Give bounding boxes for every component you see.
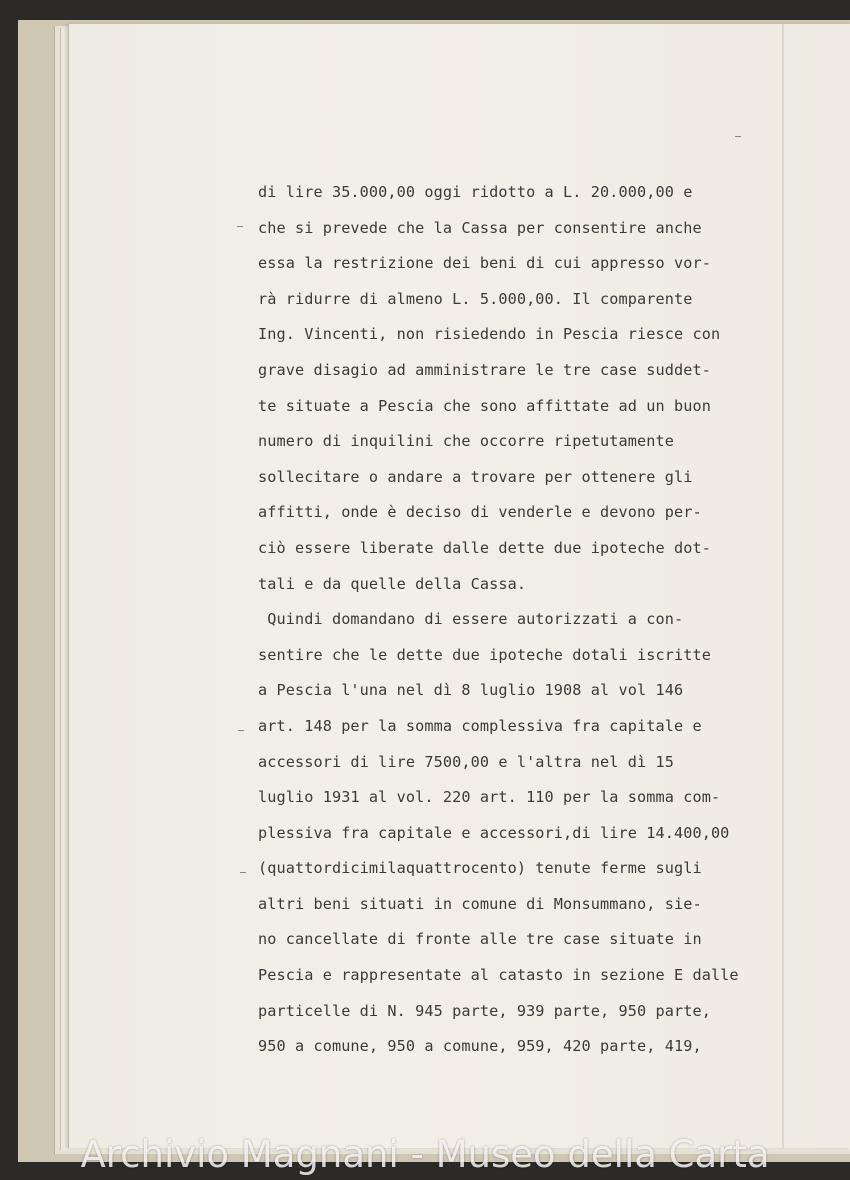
text-line: ciò essere liberate dalle dette due ipoteche dot- [258, 538, 711, 557]
text-line: art. 148 per la somma complessiva fra capitale e [258, 716, 702, 735]
text-line: sollecitare o andare a trovare per ottenere gli [258, 467, 693, 486]
text-line: altri beni situati in comune di Monsummano, sie- [258, 894, 702, 913]
text-line: Pescia e rappresentate al catasto in sezione E dalle [258, 966, 739, 985]
text-line: sentire che le dette due ipoteche dotali iscritte [258, 645, 711, 664]
text-line: 950 a comune, 950 a comune, 959, 420 parte, 419, [258, 1037, 702, 1056]
text-line: luglio 1931 al vol. 220 art. 110 per la somma com- [258, 788, 721, 807]
text-line: di lire 35.000,00 oggi ridotto a L. 20.000,00 e [258, 183, 693, 201]
paragraph-start-line: Quindi domandano di essere autorizzati a con- [258, 610, 684, 629]
text-line: no cancellate di fronte alle tre case situate in [258, 930, 702, 949]
text-line: che si prevede che la Cassa per consentire anche [258, 218, 702, 237]
margin-mark [240, 872, 246, 873]
text-line: plessiva fra capitale e accessori,di lire 14.400,00 [258, 823, 730, 842]
text-line: rà ridurre di almeno L. 5.000,00. Il comparente [258, 289, 693, 308]
typed-body-text [258, 175, 788, 1065]
archive-watermark: Archivio Magnani - Museo della Carta [80, 1133, 770, 1176]
text-line: grave disagio ad amministrare le tre case suddet- [258, 360, 711, 379]
text-line: te situate a Pescia che sono affittate ad un buon [258, 396, 711, 415]
text-line: accessori di lire 7500,00 e l'altra nel dì 15 [258, 752, 674, 771]
text-line: numero di inquilini che occorre ripetutamente [258, 432, 674, 451]
text-line: particelle di N. 945 parte, 939 parte, 950 parte, [258, 1001, 711, 1020]
text-line: a Pescia l'una nel dì 8 luglio 1908 al vol 146 [258, 681, 684, 700]
margin-mark [237, 226, 243, 227]
text-line: tali e da quelle della Cassa. [258, 574, 527, 593]
text-line: essa la restrizione dei beni di cui appresso vor- [258, 254, 711, 273]
text-line: affitti, onde è deciso di venderle e devono per- [258, 503, 702, 522]
text-line: Ing. Vincenti, non risiedendo in Pescia riesce con [258, 325, 721, 344]
margin-mark [238, 730, 244, 731]
margin-mark [735, 136, 741, 137]
text-line: (quattordicimilaquattrocento) tenute ferme sugli [258, 859, 702, 878]
